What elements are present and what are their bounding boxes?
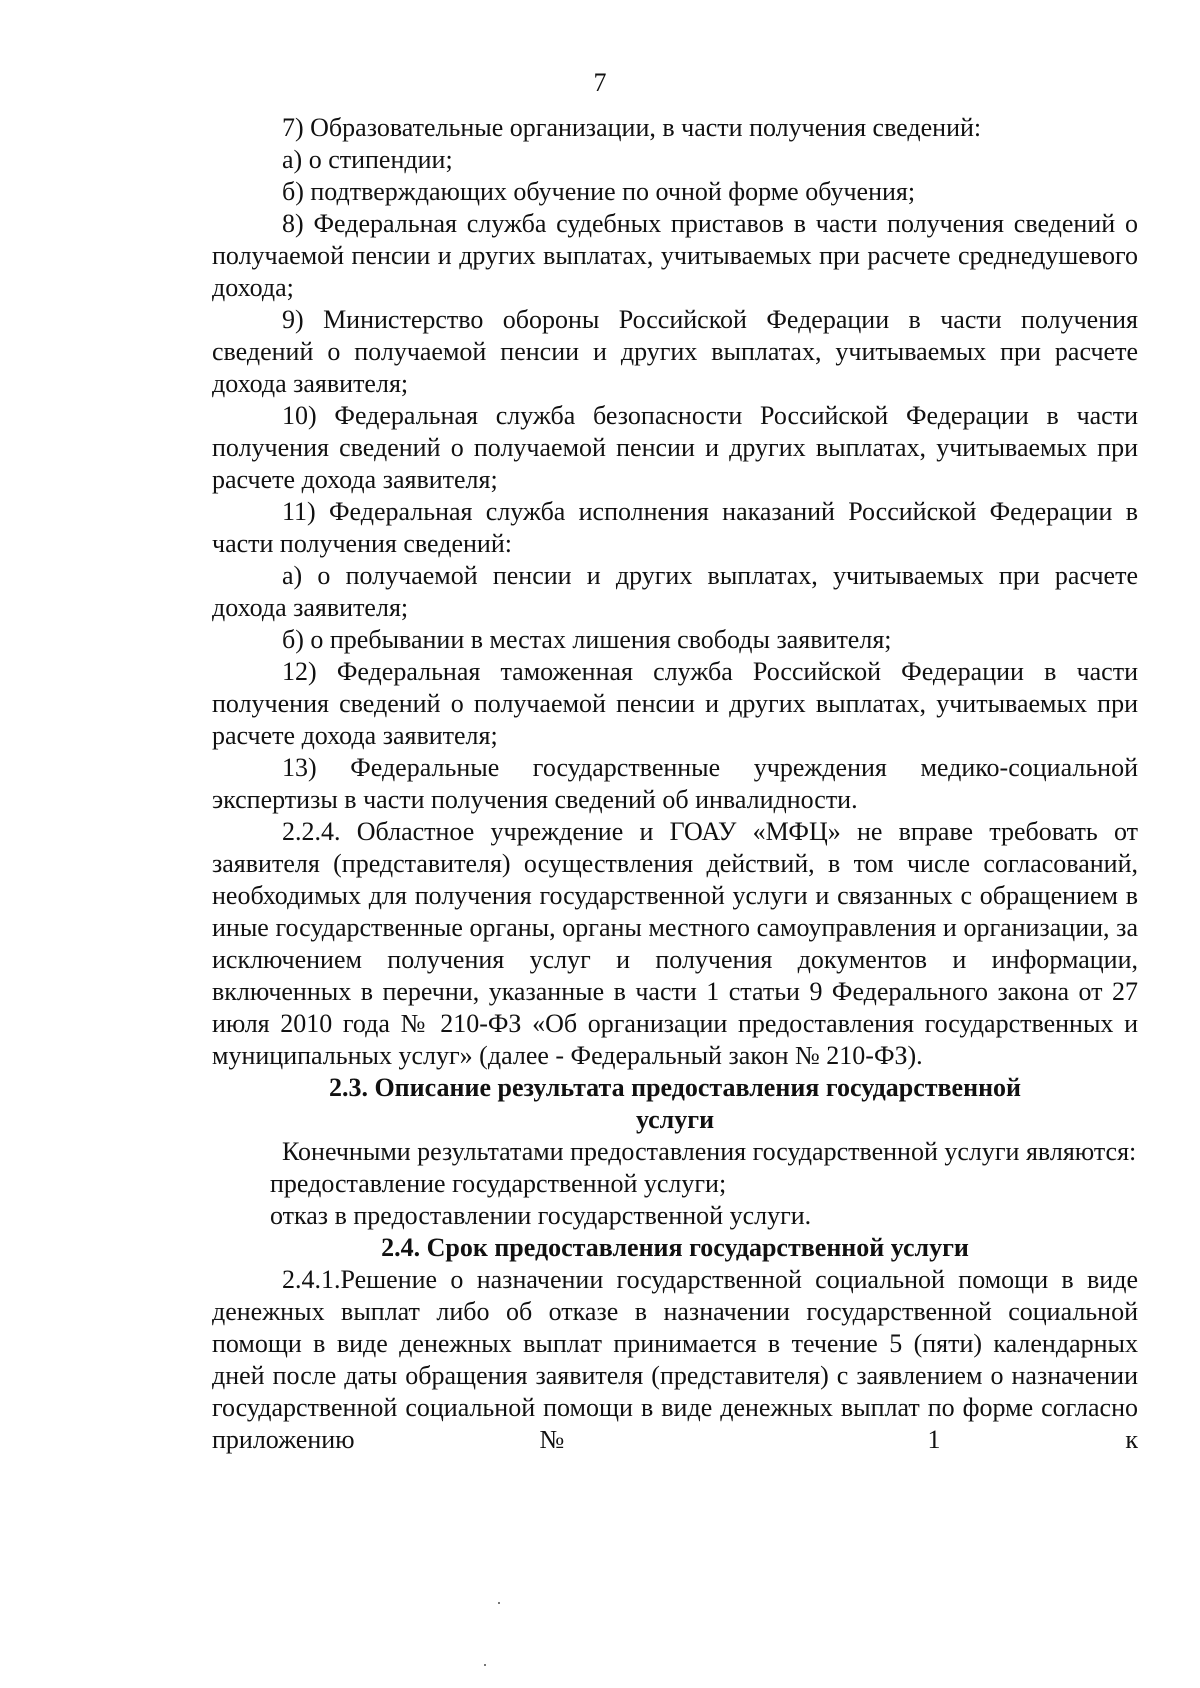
section-heading-2-4: 2.4. Срок предоставления государственной услуги bbox=[381, 1233, 969, 1262]
scan-speck bbox=[498, 1602, 500, 1604]
paragraph-7b: б) подтверждающих обучение по очной форме обучения; bbox=[282, 177, 916, 206]
section-heading-2-3-line2: услуги bbox=[635, 1105, 715, 1134]
paragraph-8: 8) Федеральная служба судебных приставов в части получения сведений о получаемой пенсии и других выплатах, учитываемых при расчете среднедушевого дохода; bbox=[212, 209, 1138, 302]
paragraph-7: 7) Образовательные организации, в части получения сведений: bbox=[282, 113, 982, 142]
document-body bbox=[212, 112, 1138, 1456]
paragraph-2-2-4: 2.2.4. Областное учреждение и ГОАУ «МФЦ» не вправе требовать от заявителя (представителя) осуществления действий, в том числе согласований, необходимых для получения государственной услуги и связанных с обращением в иные государственные органы, органы местного самоуправления и организации, за исключением получения услуг и получения документов и информации, включенных в перечни, указанные в части 1 статьи 9 Федерального закона от 27 июля 2010 года № 210-ФЗ «Об организации предоставления государственных и муниципальных услуг» (далее - Федеральный закон № 210-ФЗ). bbox=[212, 817, 1138, 1070]
page-number: 7 bbox=[593, 68, 607, 97]
paragraph-9: 9) Министерство обороны Российской Федерации в части получения сведений о получаемой пенсии и других выплатах, учитываемых при расчете дохода заявителя; bbox=[212, 305, 1138, 398]
section-2-3-item-2: отказ в предоставлении государственной услуги. bbox=[270, 1201, 812, 1230]
paragraph-11a: а) о получаемой пенсии и других выплатах, учитываемых при расчете дохода заявителя; bbox=[212, 561, 1138, 622]
paragraph-7a: а) о стипендии; bbox=[282, 145, 453, 174]
paragraph-12: 12) Федеральная таможенная служба Российской Федерации в части получения сведений о получаемой пенсии и других выплатах, учитываемых при расчете дохода заявителя; bbox=[212, 657, 1138, 750]
section-heading-2-3-line1: 2.3. Описание результата предоставления государственной bbox=[328, 1073, 1022, 1102]
paragraph-2-4-1: 2.4.1.Решение о назначении государственной социальной помощи в виде денежных выплат либо об отказе в назначении государственной социальной помощи в виде денежных выплат принимается в течение 5 (пяти) календарных дней после даты обращения заявителя (представителя) с заявлением о назначении государственной социальной помощи в виде денежных выплат по форме согласно приложению № 1 к bbox=[212, 1265, 1138, 1454]
paragraph-11b: б) о пребывании в местах лишения свободы заявителя; bbox=[282, 625, 892, 654]
section-2-3-item-1: предоставление государственной услуги; bbox=[270, 1169, 727, 1198]
scan-speck bbox=[484, 1664, 486, 1666]
paragraph-10: 10) Федеральная служба безопасности Российской Федерации в части получения сведений о получаемой пенсии и других выплатах, учитываемых при расчете дохода заявителя; bbox=[212, 401, 1138, 494]
paragraph-11: 11) Федеральная служба исполнения наказаний Российской Федерации в части получения сведений: bbox=[212, 497, 1138, 558]
section-2-3-intro: Конечными результатами предоставления государственной услуги являются: bbox=[282, 1137, 1137, 1166]
paragraph-13: 13) Федеральные государственные учреждения медико-социальной экспертизы в части получения сведений об инвалидности. bbox=[212, 753, 1138, 814]
